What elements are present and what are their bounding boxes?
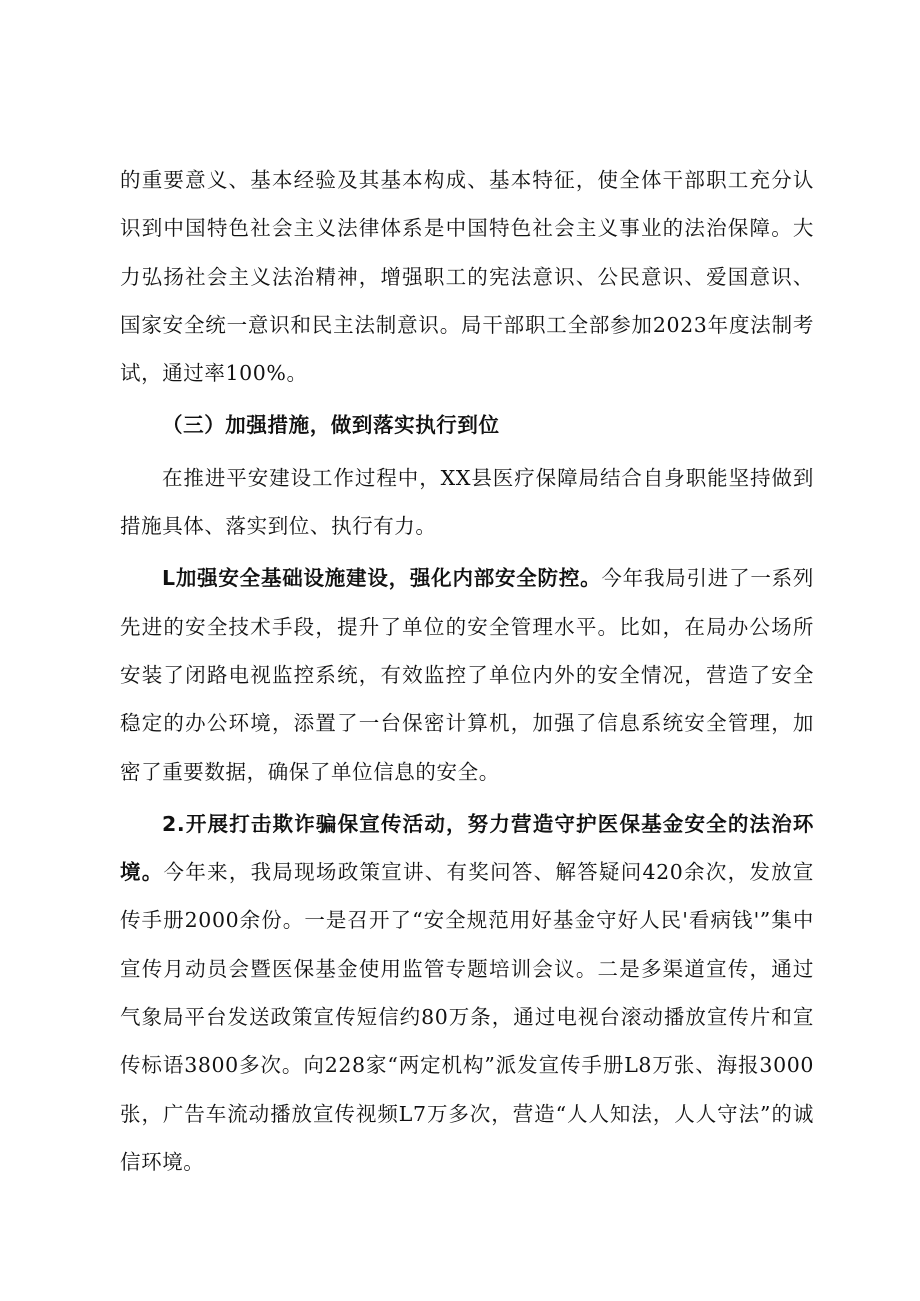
paragraph-anti-fraud-campaign-body: 今年来，我局现场政策宣讲、有奖问答、解答疑问420余次，发放宣传手册2000余份。一是召开了“安全规范用好基金守好人民'看病钱'”集中宣传月动员会暨医保基金使用监管专题培训会议。二是多渠道宣传，通过气象局平台发送政策宣传短信约80万条，通过电视台滚动播放宣传片和宣传标语3800多次。向228家“两定机构”派发宣传手册L8万张、海报3000张，广告车流动播放宣传视频L7万多次，营造“人人知法，人人守法”的诚信环境。: [120, 860, 814, 1174]
paragraph-legal-awareness-text: 的重要意义、基本经验及其基本构成、基本特征，使全体干部职工充分认识到中国特色社会主义法律体系是中国特色社会主义事业的法治保障。大力弘扬社会主义法治精神，增强职工的宪法意识、公民意识、爱国意识、国家安全统一意识和民主法制意识。局干部职工全部参加2023年度法制考试，通过率100%。: [120, 168, 814, 386]
paragraph-safety-infrastructure-body: 今年我局引进了一系列先进的安全技术手段，提升了单位的安全管理水平。比如，在局办公场所安装了闭路电视监控系统，有效监控了单位内外的安全情况，营造了安全稳定的办公环境，添置了一台保密计算机，加强了信息系统安全管理，加密了重要数据，确保了单位信息的安全。: [120, 566, 815, 784]
paragraph-anti-fraud-campaign: [120, 800, 814, 1186]
paragraph-measures-intro: [120, 454, 814, 551]
section-heading-three: [120, 401, 814, 449]
paragraph-safety-infrastructure-lead: L加强安全基础设施建设，强化内部安全防控。: [162, 566, 602, 591]
section-heading-three-text: （三）加强措施，做到落实执行到位: [162, 413, 500, 438]
paragraph-safety-infrastructure: [120, 554, 814, 795]
paragraph-legal-awareness: [120, 156, 814, 397]
paragraph-measures-intro-text: 在推进平安建设工作过程中，XX县医疗保障局结合自身职能坚持做到措施具体、落实到位、执行有力。: [120, 465, 814, 539]
paragraph-anti-fraud-campaign-lead: 2.开展打击欺诈骗保宣传活动，努力营造守护医保基金安全的法治环境。: [120, 811, 814, 885]
document-body: [120, 156, 814, 1186]
